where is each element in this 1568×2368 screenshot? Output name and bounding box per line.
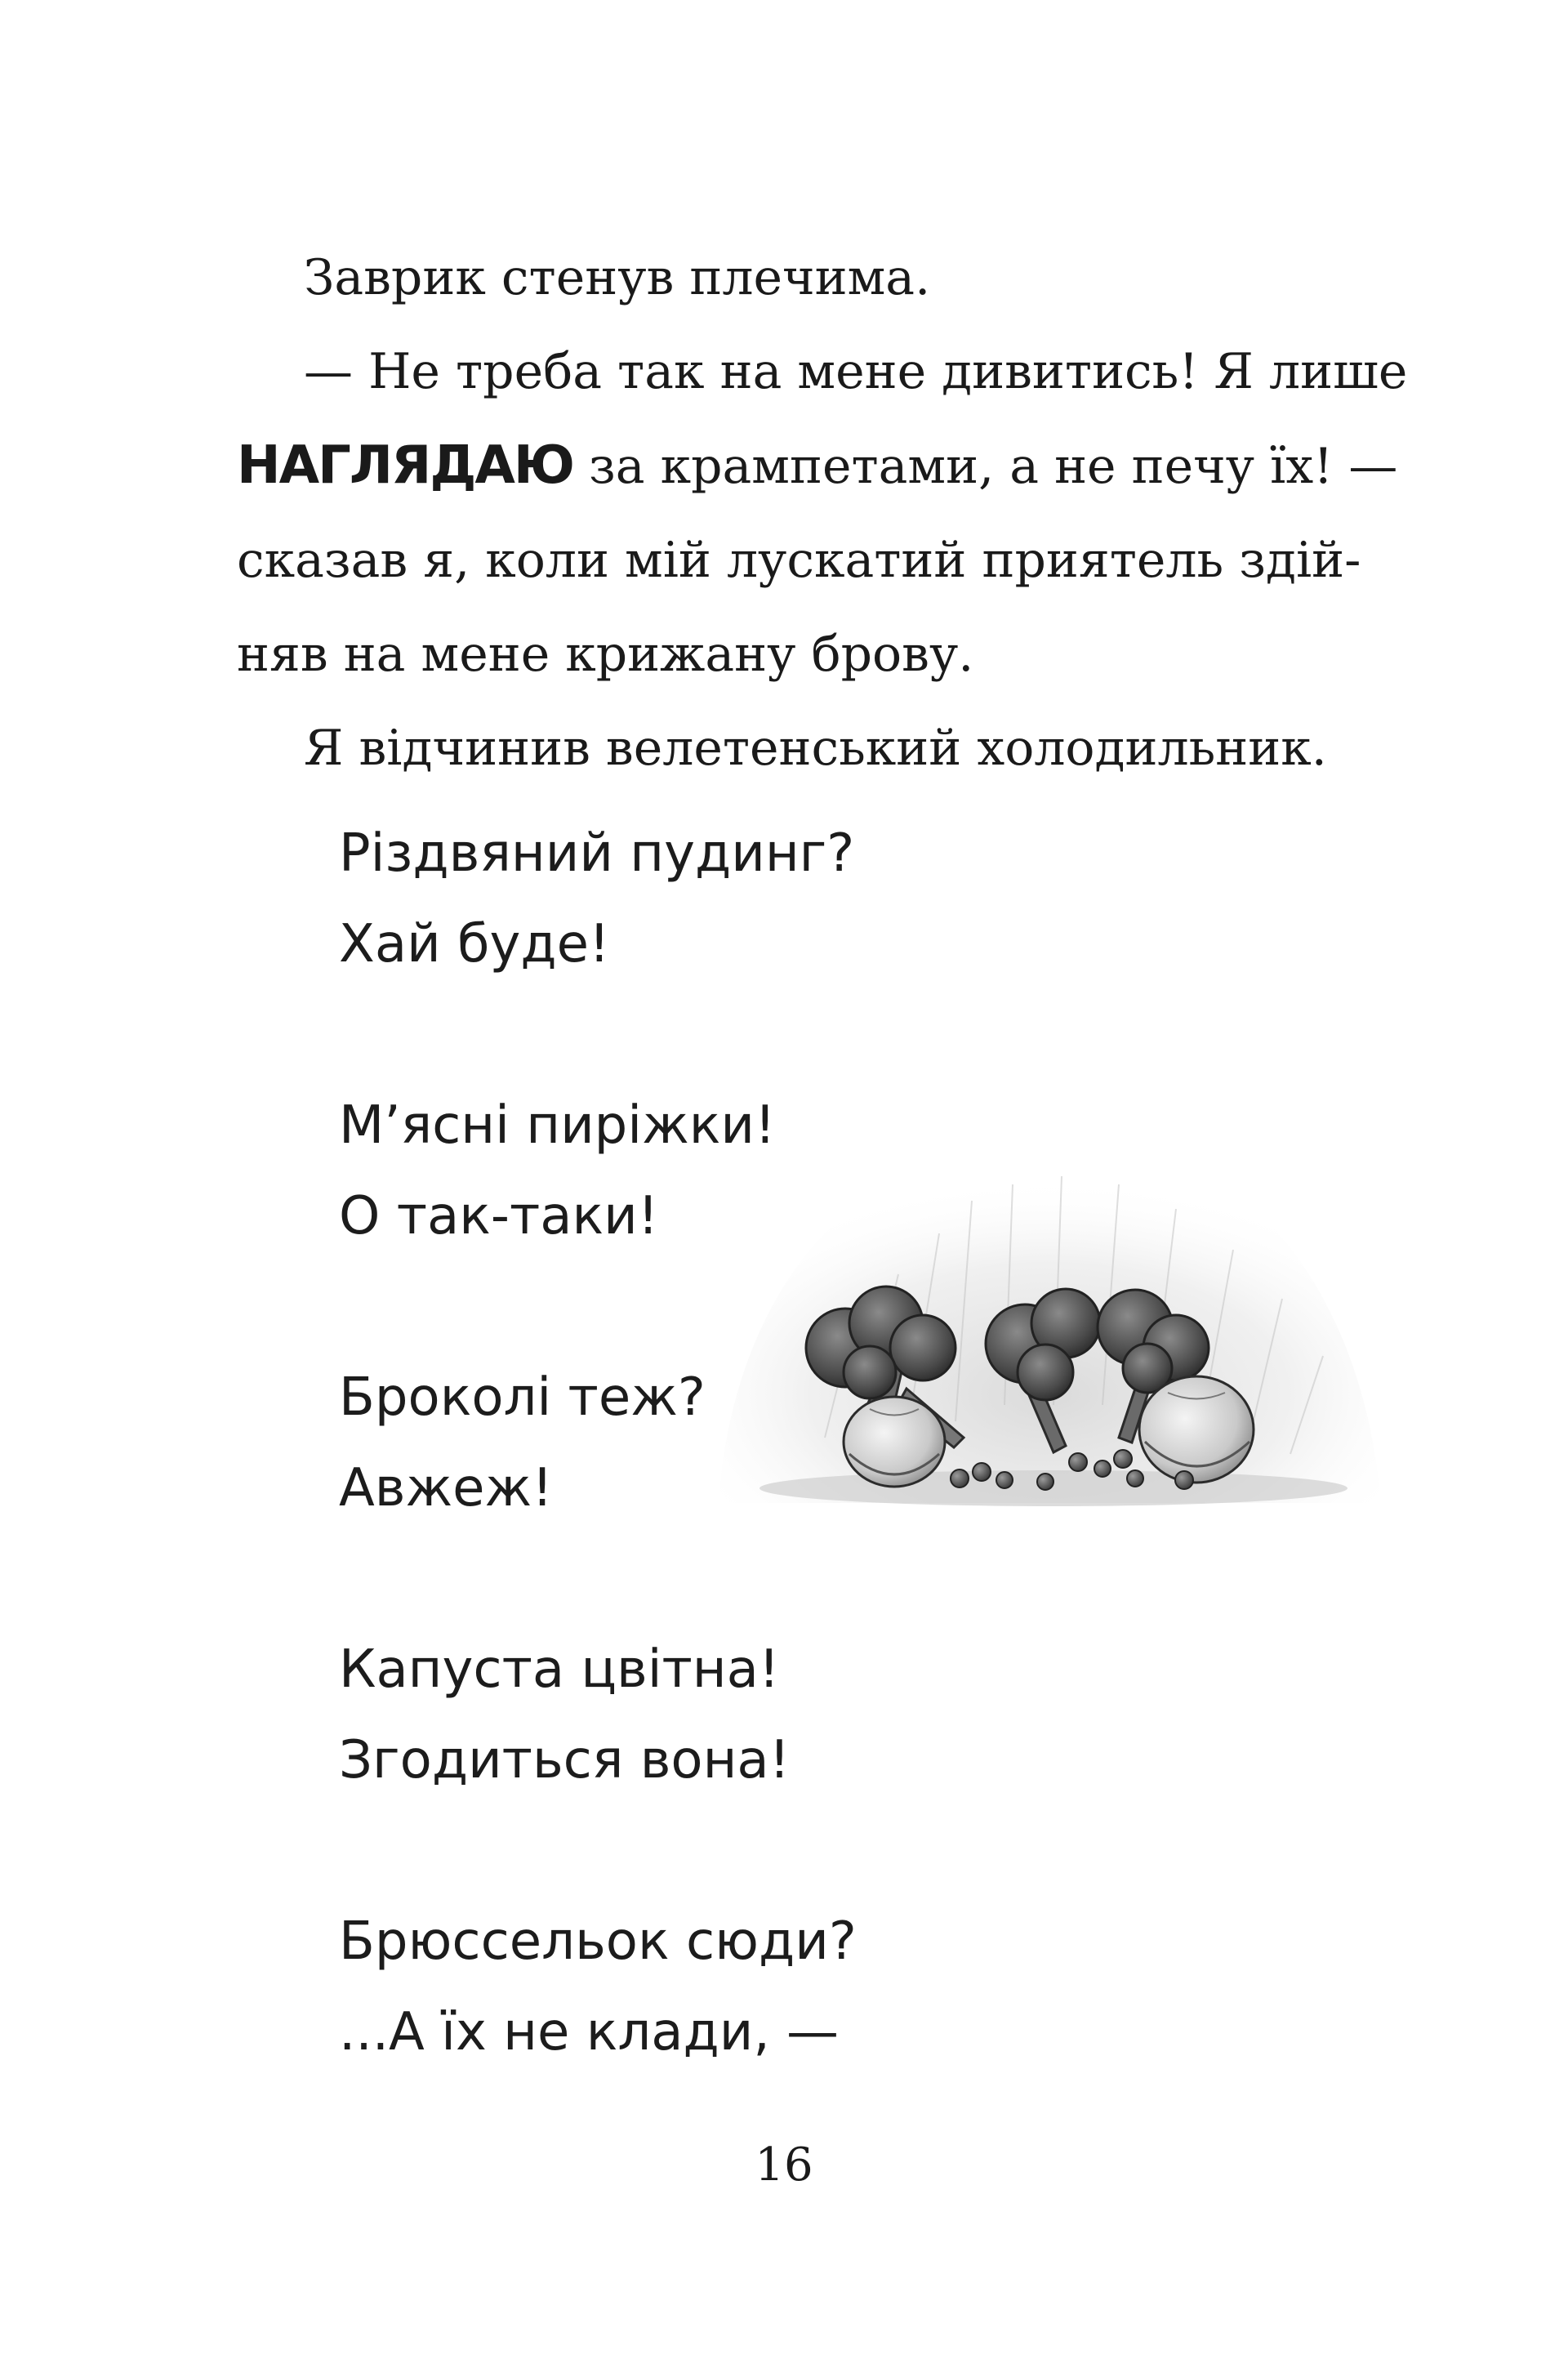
poem-line: Хай буде! — [339, 914, 610, 974]
paragraph-2-line-1: — Не треба так на мене дивитись! Я лише — [304, 343, 1408, 400]
paragraph-2-line-2 — [237, 419, 1398, 514]
emphasized-word: НАГЛЯДАЮ — [237, 435, 573, 496]
paragraph-2-line-3: сказав я, коли мій лускатий приятель здій- — [237, 532, 1361, 589]
poem-stanza — [339, 809, 857, 990]
poem-line: М’ясні пиріжки! — [339, 1095, 776, 1156]
poem-line: Згодиться вона! — [339, 1730, 791, 1790]
paragraph-1: Заврик стенув плечима. — [304, 249, 931, 306]
poem-line: Броколі теж? — [339, 1367, 706, 1428]
cauliflower-left — [844, 1397, 945, 1487]
vegetables-illustration — [694, 1095, 1396, 1552]
poem-line: О так-таки! — [339, 1186, 659, 1246]
ground-shadow — [760, 1470, 1348, 1506]
poem-line: Брюссельок сюди? — [339, 1911, 857, 1972]
cauliflower-right — [1139, 1376, 1254, 1483]
paragraph-3: Я відчинив велетенський холодильник. — [304, 720, 1327, 777]
prose-block — [237, 231, 1408, 796]
poem-line: ...А їх не клади, — — [339, 2002, 840, 2063]
poem-stanza — [339, 1897, 857, 2078]
poem-stanza — [339, 1625, 857, 1806]
paragraph-2-line-2-rest: за крампетами, а не печу їх! — — [572, 438, 1398, 495]
page-number: 16 — [755, 2138, 813, 2192]
poem-line: Капуста цвітна! — [339, 1639, 780, 1700]
paragraph-2-line-4: няв на мене крижану брову. — [237, 626, 974, 683]
poem-line: Різдвяний пудинг? — [339, 823, 855, 884]
poem-line: Авжеж! — [339, 1458, 553, 1518]
